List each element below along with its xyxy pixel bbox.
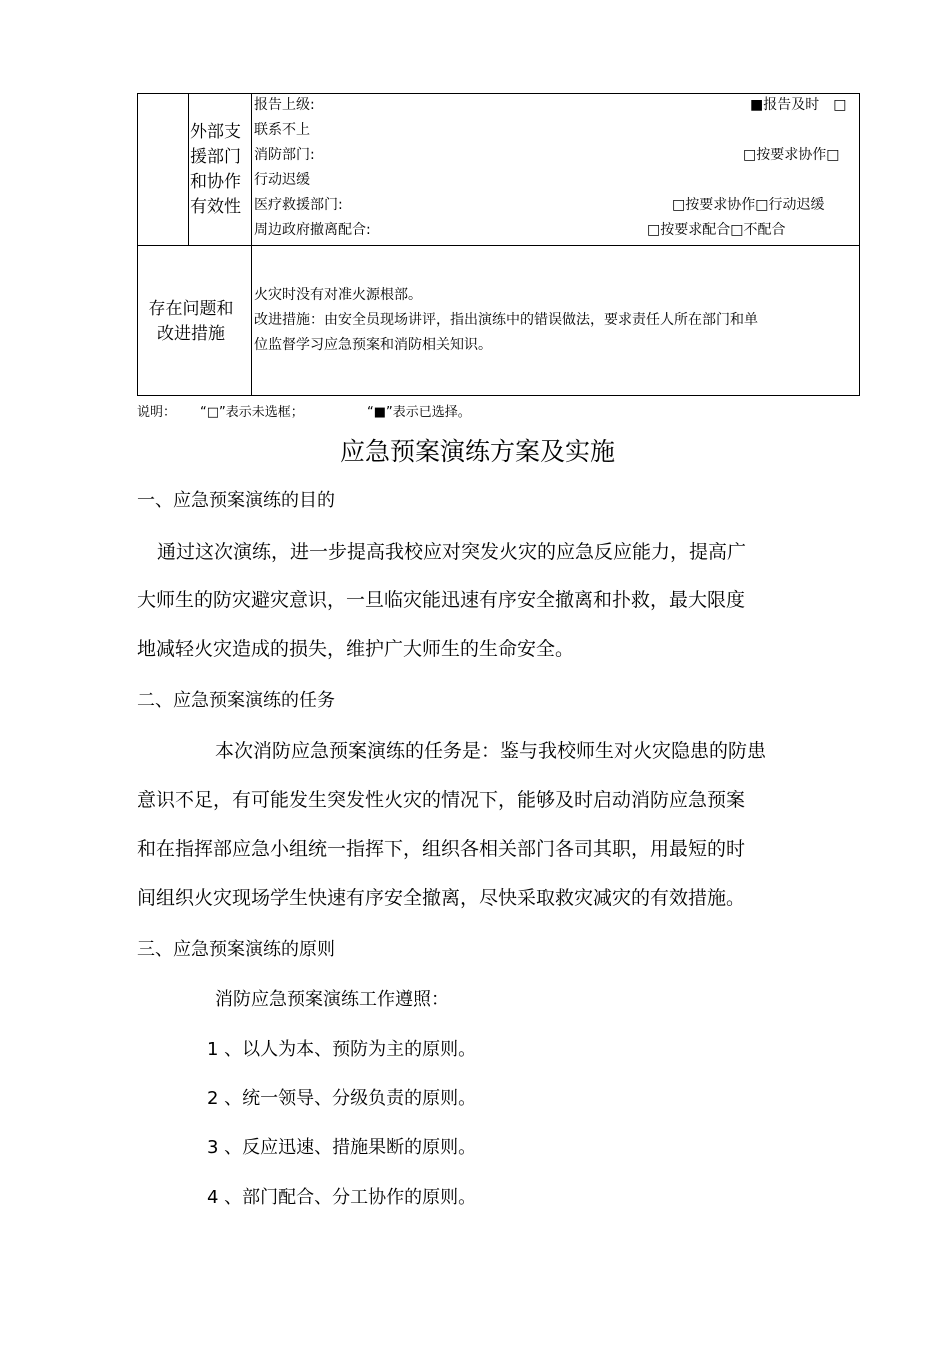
issues-line: 位监督学习应急预案和消防相关知识。 xyxy=(254,337,492,353)
legend-selected: “■”表示已选择。 xyxy=(367,405,471,420)
section1-line: 通过这次演练，进一步提高我校应对突发火灾的应急反应能力，提高广 xyxy=(157,541,747,563)
principle-item: 4 、部门配合、分工协作的原则。 xyxy=(207,1187,477,1208)
section3-intro: 消防应急预案演练工作遵照： xyxy=(215,989,449,1010)
principle-item: 2 、统一领导、分级负责的原则。 xyxy=(207,1088,477,1109)
table-border-right xyxy=(859,93,860,396)
page-title: 应急预案演练方案及实施 xyxy=(340,437,616,466)
support-label-line: 和协作 xyxy=(190,172,241,192)
legend-unselected: “□”表示未选框； xyxy=(200,405,304,420)
principle-item: 1 、以人为本、预防为主的原则。 xyxy=(207,1039,477,1060)
gov-label: 周边政府撤离配合: xyxy=(254,222,371,238)
table-label-divider xyxy=(251,93,252,396)
section2-line: 和在指挥部应急小组统一指挥下，组织各相关部门各司其职，用最短的时 xyxy=(137,838,746,860)
table-border-bottom xyxy=(137,395,860,396)
issues-line: 改进措施：由安全员现场讲评，指出演练中的错误做法，要求责任人所在部门和单 xyxy=(254,312,758,328)
table-row-divider xyxy=(137,245,860,246)
report-superior-options[interactable]: ■报告及时 □ xyxy=(750,97,847,113)
issues-label-line: 存在问题和 xyxy=(148,299,234,319)
support-label-line: 外部支 xyxy=(190,122,241,142)
fire-dept-options[interactable]: □按要求协作□ xyxy=(743,147,840,163)
section1-line: 地减轻火灾造成的损失，维护广大师生的生命安全。 xyxy=(137,638,575,660)
section3-heading: 三、应急预案演练的原则 xyxy=(137,939,335,960)
section1-heading: 一、应急预案演练的目的 xyxy=(137,490,335,511)
principle-item: 3 、反应迅速、措施果断的原则。 xyxy=(207,1137,477,1158)
legend-prefix: 说明： xyxy=(137,405,177,420)
table-border-left xyxy=(137,93,138,396)
gov-options[interactable]: □按要求配合□不配合 xyxy=(647,222,786,238)
issues-label-line: 改进措施 xyxy=(157,324,225,344)
fire-dept-label: 消防部门: xyxy=(254,147,315,163)
fire-dept-wrap: 行动迟缓 xyxy=(254,172,310,188)
support-label-line: 有效性 xyxy=(190,197,241,217)
section1-line: 大师生的防灾避灾意识，一旦临灾能迅速有序安全撤离和扑救，最大限度 xyxy=(137,589,746,611)
support-label-line: 援部门 xyxy=(190,147,241,167)
section2-line: 意识不足，有可能发生突发性火灾的情况下，能够及时启动消防应急预案 xyxy=(137,789,746,811)
medical-options[interactable]: □按要求协作□行动迟缓 xyxy=(672,197,825,213)
table-inner-left-divider xyxy=(188,93,189,246)
medical-label: 医疗救援部门: xyxy=(254,197,343,213)
table-border-top xyxy=(137,93,860,94)
report-superior-label: 报告上级: xyxy=(254,97,315,113)
issues-label xyxy=(146,297,236,347)
support-label xyxy=(190,120,241,220)
report-superior-wrap: 联系不上 xyxy=(254,122,310,138)
section2-heading: 二、应急预案演练的任务 xyxy=(137,690,335,711)
issues-line: 火灾时没有对准火源根部。 xyxy=(254,287,422,303)
section2-line: 本次消防应急预案演练的任务是：鉴与我校师生对火灾隐患的防患 xyxy=(215,740,767,762)
section2-line: 间组织火灾现场学生快速有序安全撤离，尽快采取救灾减灾的有效措施。 xyxy=(137,887,746,909)
